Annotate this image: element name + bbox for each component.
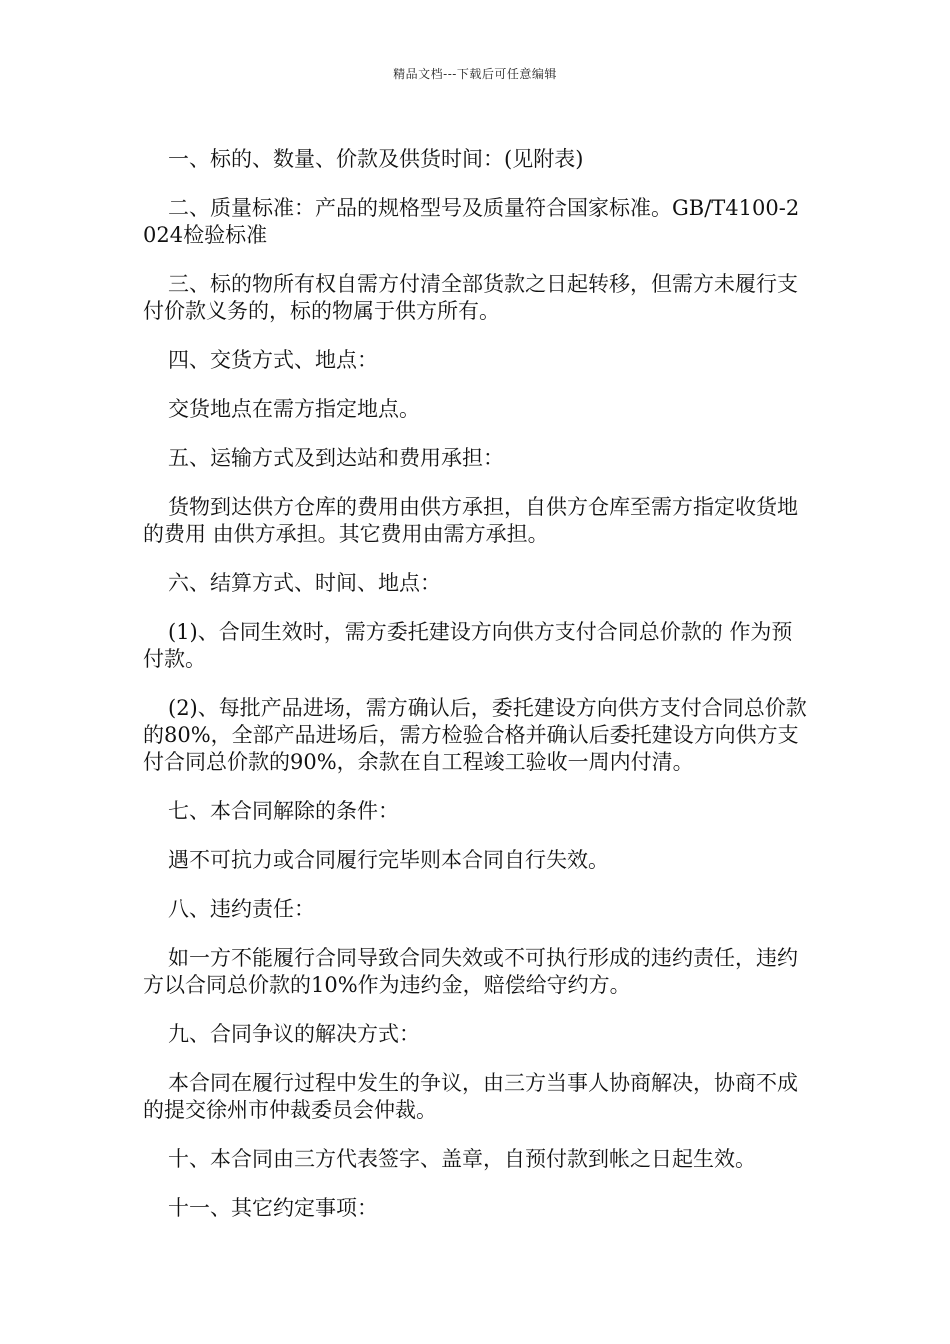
clause-2-quality: 二、质量标准：产品的规格型号及质量符合国家标准。GB/T4100-2024检验标准 <box>143 196 800 247</box>
clause-5-heading: 五、运输方式及到达站和费用承担： <box>168 446 504 470</box>
clause-9-heading: 九、合同争议的解决方式： <box>168 1022 420 1046</box>
clause-8-heading: 八、违约责任： <box>168 897 315 921</box>
clause-4-body: 交货地点在需方指定地点。 <box>168 397 420 421</box>
page-header: 精品文档---下载后可任意编辑 <box>393 67 557 81</box>
clause-7-heading: 七、本合同解除的条件： <box>168 799 399 823</box>
clause-1-subject: 一、标的、数量、价款及供货时间：(见附表) <box>168 147 584 171</box>
clause-6-heading: 六、结算方式、时间、地点： <box>168 571 441 595</box>
clause-10: 十、本合同由三方代表签字、盖章，自预付款到帐之日起生效。 <box>168 1147 756 1171</box>
clause-4-heading: 四、交货方式、地点： <box>168 348 378 372</box>
document-body <box>143 146 811 1244</box>
clause-3-ownership: 三、标的物所有权自需方付清全部货款之日起转移，但需方未履行支付价款义务的，标的物属于供方所有。 <box>143 272 798 323</box>
clause-6-item-2: (2)、每批产品进场，需方确认后，委托建设方向供方支付合同总价款的80%，全部产品进场后，需方检验合格并确认后委托建设方向供方支付合同总价款的90%，余款在自工程竣工验收一周内付清。 <box>143 696 807 774</box>
clause-6-item-1: (1)、合同生效时，需方委托建设方向供方支付合同总价款的 作为预付款。 <box>143 620 793 671</box>
clause-8-body: 如一方不能履行合同导致合同失效或不可执行形成的违约责任，违约方以合同总价款的10%作为违约金，赔偿给守约方。 <box>143 946 798 997</box>
clause-11-heading: 十一、其它约定事项： <box>168 1196 378 1220</box>
clause-5-body: 货物到达供方仓库的费用由供方承担，自供方仓库至需方指定收货地的费用 由供方承担。其它费用由需方承担。 <box>143 495 798 546</box>
clause-9-body: 本合同在履行过程中发生的争议，由三方当事人协商解决，协商不成的提交徐州市仲裁委员会仲裁。 <box>143 1071 798 1122</box>
clause-7-body: 遇不可抗力或合同履行完毕则本合同自行失效。 <box>168 848 609 872</box>
